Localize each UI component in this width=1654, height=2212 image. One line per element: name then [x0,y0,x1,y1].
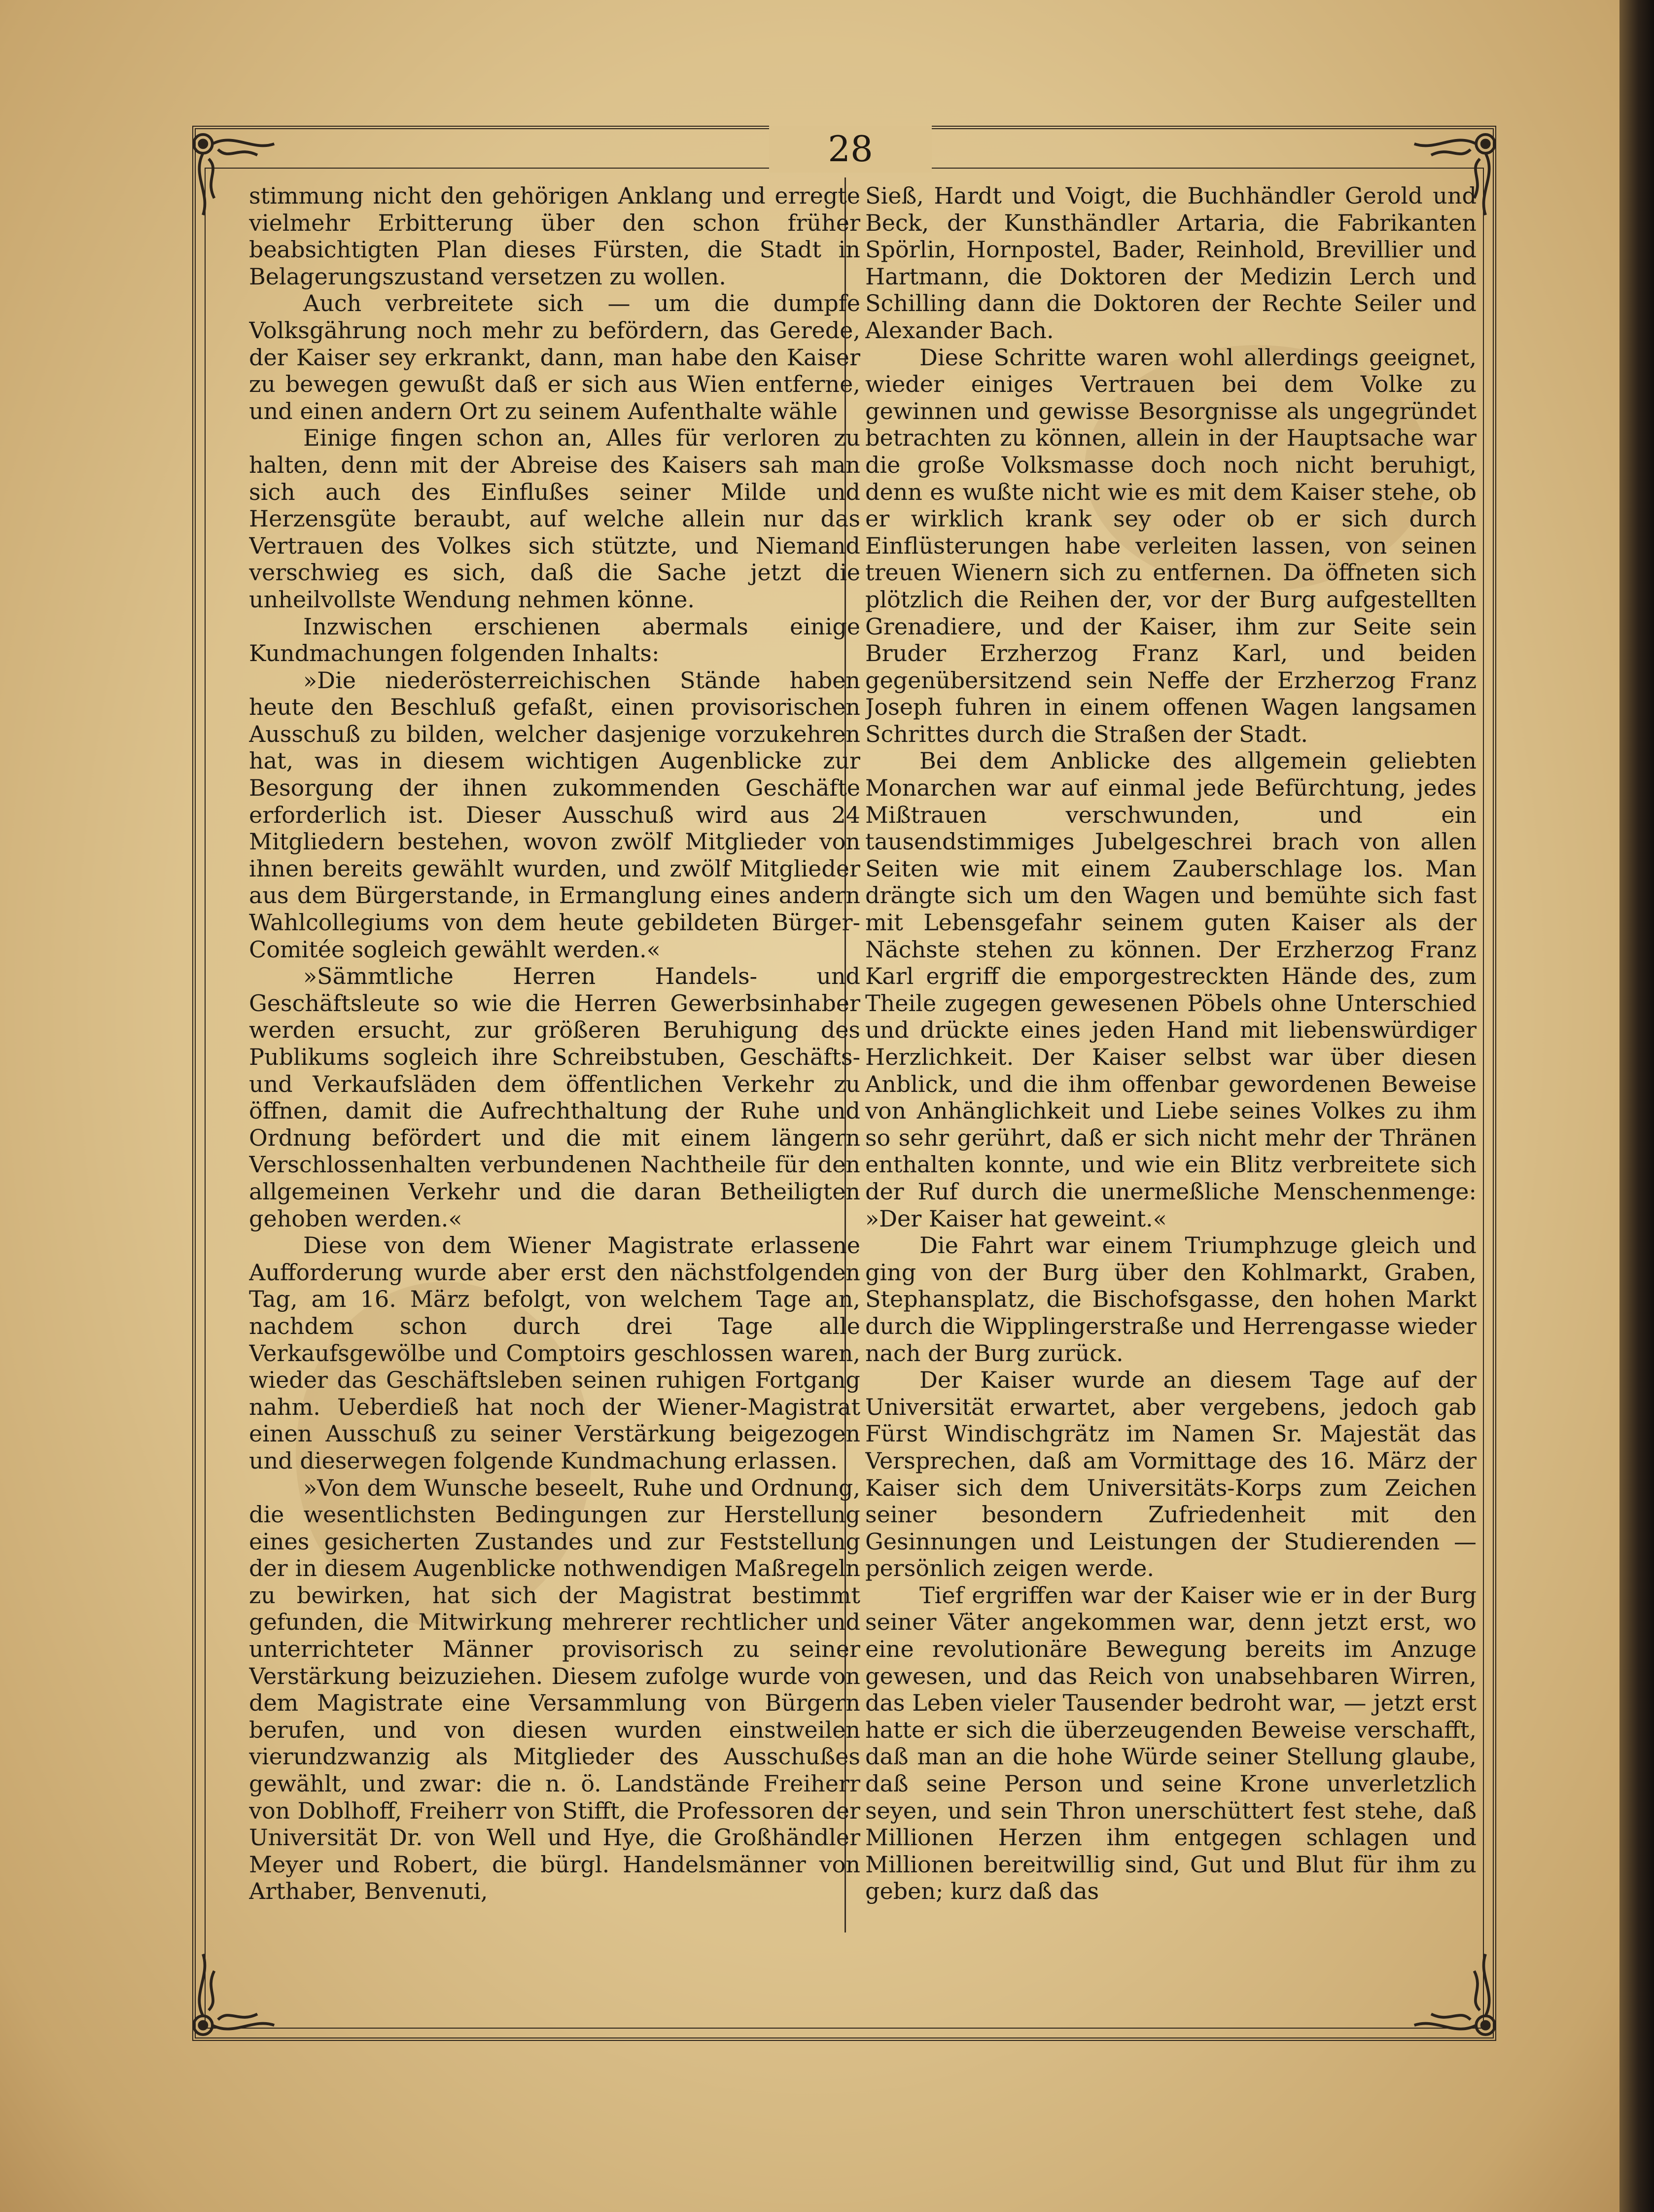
paragraph: Diese von dem Wiener Magistrate erlassene Aufforderung wurde aber erst den nächstfolgenden Tag, am 16. März befolgt, von welchem Tage an, nachdem schon durch drei Tage alle Verkaufsgewölbe und Comptoirs geschlossen waren, wieder das Geschäftsleben seinen ruhigen Fortgang nahm. Ueberdieß hat noch der Wiener-Magistrat einen Ausschuß zu seiner Verstärkung beigezogen und dieserwegen folgende Kundmachung erlassen. [249,1232,860,1474]
paragraph: »Sämmtliche Herren Handels- und Geschäftsleute so wie die Herren Gewerbsinhaber werden ersucht, zur größeren Beruhigung des Publikums sogleich ihre Schreibstuben, Geschäfts- und Verkaufsläden dem öffentlichen Verkehr zu öffnen, damit die Aufrechthaltung der Ruhe und Ordnung befördert und die mit einem längern Verschlossenhalten verbundenen Nachtheile für den allgemeinen Verkehr und die daran Betheiligten gehoben werden.« [249,963,860,1232]
page-number: 28 [769,126,932,173]
paragraph: Auch verbreitete sich — um die dumpfe Volksgährung noch mehr zu befördern, das Gerede, der Kaiser sey erkrankt, dann, man habe den Kaiser zu bewegen gewußt daß er sich aus Wien entferne, und einen andern Ort zu seinem Aufenthalte wähle [249,290,860,424]
paragraph: Tief ergriffen war der Kaiser wie er in der Burg seiner Väter angekommen war, denn jetzt erst, wo eine revolutionäre Bewegung bereits im Anzuge gewesen, und das Reich von unabsehbaren Wirren, das Leben vieler Tausender bedroht war, — jetzt erst hatte er sich die überzeugenden Beweise verschafft, daß man an die hohe Würde seiner Stellung glaube, daß seine Person und seine Krone unverletzlich seyen, und sein Thron unerschüttert fest stehe, daß Millionen Herzen ihm entgegen schlagen und Millionen bereitwillig sind, Gut und Blut für ihm zu geben; kurz daß das [865,1581,1477,1905]
paragraph: Einige fingen schon an, Alles für verloren zu halten, denn mit der Abreise des Kaisers sah man sich auch des Einflußes seiner Milde und Herzensgüte beraubt, auf welche allein nur das Vertrauen des Volkes sich stützte, und Niemand verschwieg es sich, daß die Sache jetzt die unheilvollste Wendung nehmen könne. [249,424,860,613]
paragraph: Die Fahrt war einem Triumphzuge gleich und ging von der Burg über den Kohlmarkt, Graben, Stephansplatz, die Bischofsgasse, den hohen Markt durch die Wipplingerstraße und Herrengasse wieder nach der Burg zurück. [865,1232,1477,1367]
paragraph: »Die niederösterreichischen Stände haben heute den Beschluß gefaßt, einen provisorischen Ausschuß zu bilden, welcher dasjenige vorzukehren hat, was in diesem wichtigen Augenblicke zur Besorgung der ihnen zukommenden Geschäfte erforderlich ist. Dieser Ausschuß wird aus 24 Mitgliedern bestehen, wovon zwölf Mitglieder von ihnen bereits gewählt wurden, und zwölf Mitglieder aus dem Bürgerstande, in Ermanglung eines andern Wahlcollegiums von dem heute gebildeten Bürger-Comitée sogleich gewählt werden.« [249,667,860,963]
right-column [865,182,1477,1947]
paragraph: »Von dem Wunsche beseelt, Ruhe und Ordnung, die wesentlichsten Bedingungen zur Herstellung eines gesicherten Zustandes und zur Feststellung der in diesem Augenblicke nothwendigen Maßregeln zu bewirken, hat sich der Magistrat bestimmt gefunden, die Mitwirkung mehrerer rechtlicher und unterrichteter Männer provisorisch zu seiner Verstärkung beizuziehen. Diesem zufolge wurde von dem Magistrate eine Versammlung von Bürgern berufen, und von diesen wurden einstweilen vierundzwanzig als Mitglieder des Ausschußes gewählt, und zwar: die n. ö. Landstände Freiherr von Doblhoff, Freiherr von Stifft, die Professoren der Universität Dr. von Well und Hye, die Großhändler Meyer und Robert, die bürgl. Handelsmänner von Arthaber, Benvenuti, [249,1474,860,1905]
paragraph: Der Kaiser wurde an diesem Tage auf der Universität erwartet, aber vergebens, jedoch gab Fürst Windischgrätz im Namen Sr. Majestät das Versprechen, daß am Vormittage des 16. März der Kaiser sich dem Universitäts-Korps zum Zeichen seiner besondern Zufriedenheit mit den Gesinnungen und Leistungen der Studierenden — persönlich zeigen werde. [865,1367,1477,1582]
paragraph: stimmung nicht den gehörigen Anklang und erregte vielmehr Erbitterung über den schon früher beabsichtigten Plan dieses Fürsten, die Stadt in Belagerungszustand versetzen zu wollen. [249,182,860,290]
paragraph: Bei dem Anblicke des allgemein geliebten Monarchen war auf einmal jede Befürchtung, jedes Mißtrauen verschwunden, und ein tausendstimmiges Jubelgeschrei brach von allen Seiten wie mit einem Zauberschlage los. Man drängte sich um den Wagen und bemühte sich fast mit Lebensgefahr seinem guten Kaiser als der Nächste stehen zu können. Der Erzherzog Franz Karl ergriff die emporgestreckten Hände des, zum Theile zugegen gewesenen Pöbels ohne Unterschied und drückte eines jeden Hand mit liebenswürdiger Herzlichkeit. Der Kaiser selbst war über diesen Anblick, und die ihm offenbar gewordenen Beweise von Anhänglichkeit und Liebe seines Volkes zu ihm so sehr gerührt, daß er sich nicht mehr der Thränen enthalten konnte, und wie ein Blitz verbreitete sich der Ruf durch die unermeßliche Menschenmenge: »Der Kaiser hat geweint.« [865,747,1477,1232]
book-spine [1619,0,1654,2212]
paragraph: Sieß, Hardt und Voigt, die Buchhändler Gerold und Beck, der Kunsthändler Artaria, die Fabrikanten Spörlin, Hornpostel, Bader, Reinhold, Brevillier und Hartmann, die Doktoren der Medizin Lerch und Schilling dann die Doktoren der Rechte Seiler und Alexander Bach. [865,182,1477,344]
paragraph: Inzwischen erschienen abermals einige Kundmachungen folgenden Inhalts: [249,613,860,667]
corner-ornament-icon [182,1952,276,2046]
left-column [249,182,860,1947]
corner-ornament-icon [1412,1952,1506,2046]
paragraph: Diese Schritte waren wohl allerdings geeignet, wieder einiges Vertrauen bei dem Volke zu gewinnen und gewisse Besorgnisse als ungegründet betrachten zu können, allein in der Hauptsache war die große Volksmasse doch noch nicht beruhigt, denn es wußte nicht wie es mit dem Kaiser stehe, ob er wirklich krank sey oder ob er sich durch Einflüsterungen habe verleiten lassen, von seinen treuen Wienern sich zu entfernen. Da öffneten sich plötzlich die Reihen der, vor der Burg aufgestellten Grenadiere, und der Kaiser, ihm zur Seite sein Bruder Erzherzog Franz Karl, und beiden gegenübersitzend sein Neffe der Erzherzog Franz Joseph fuhren in einem offenen Wagen langsamen Schrittes durch die Straßen der Stadt. [865,344,1477,747]
